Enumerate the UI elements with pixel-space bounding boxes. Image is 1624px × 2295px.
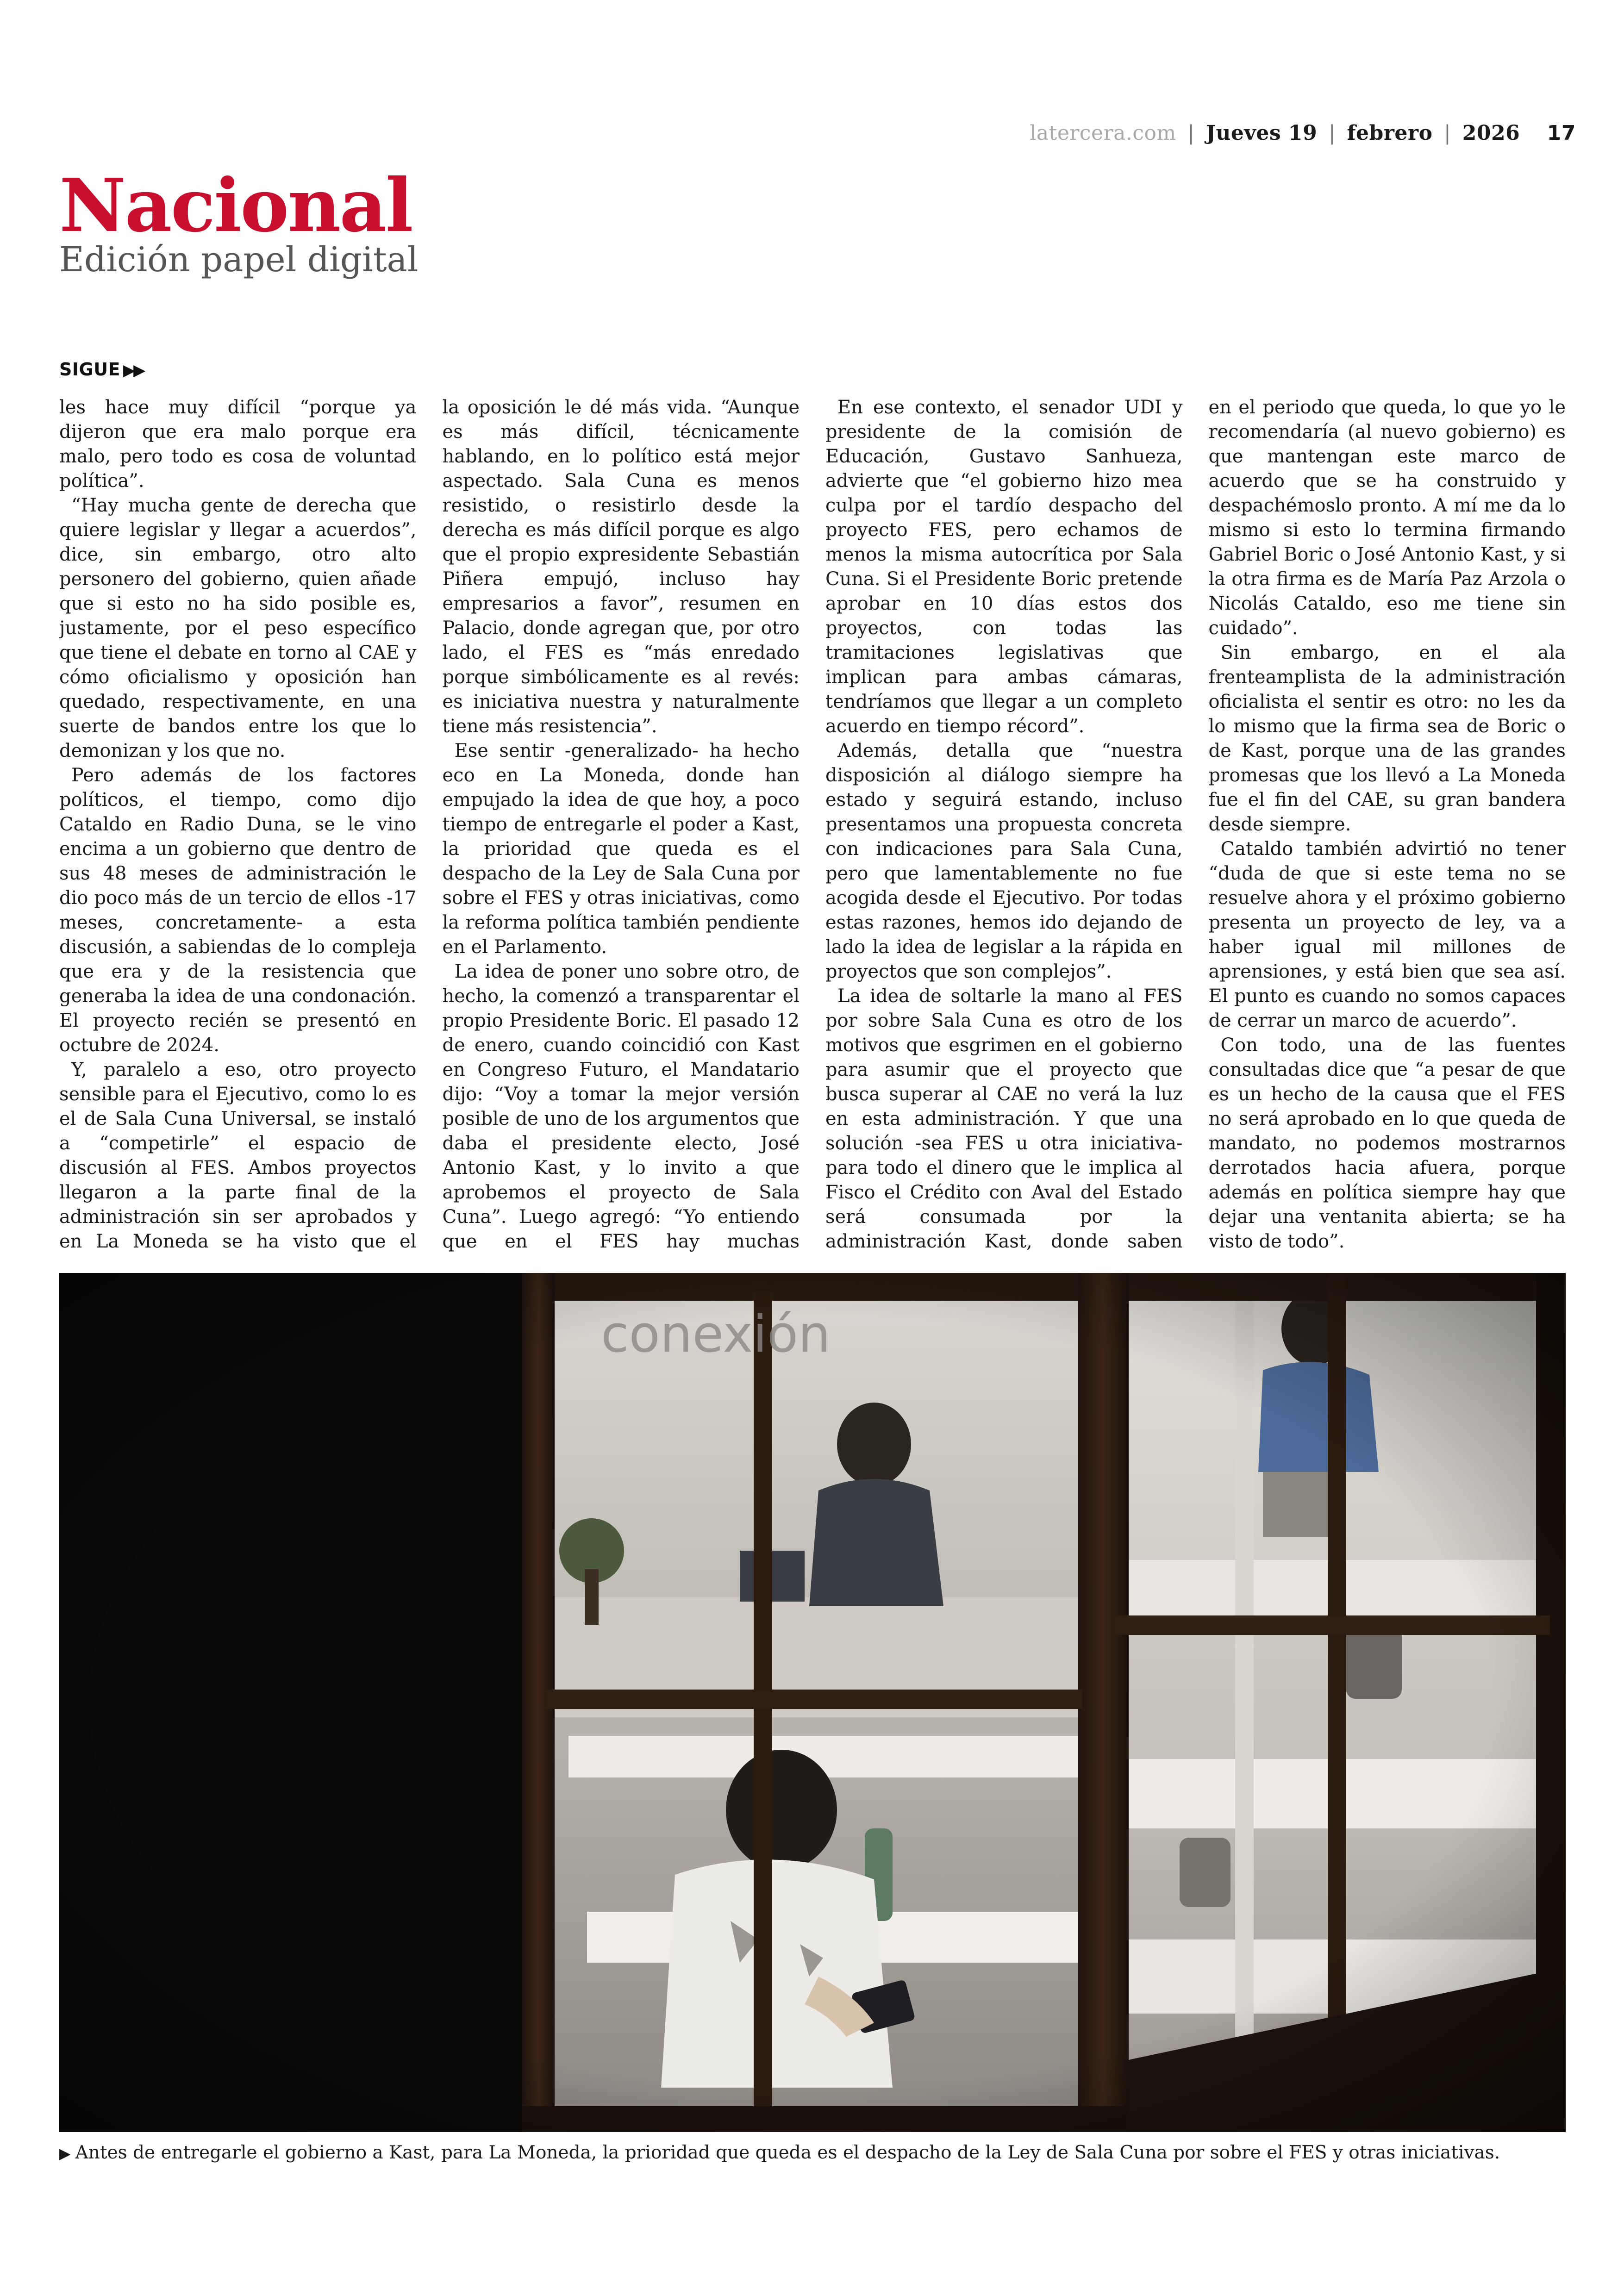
paragraph: Ese sentir -generalizado- ha hecho eco en La Moneda, donde han empujado la idea de que hoy, a poco tiempo de entregarle el poder a Kast, la prioridad que queda es el despacho de la Ley de Sala Cuna por sobre el FES y otras iniciativas, como la reforma política también pendiente en el Parlamento. (442, 740, 800, 958)
continue-label (59, 359, 144, 380)
paragraph: En ese contexto, el senador UDI y presidente de la comisión de Educación, Gustavo Sanhueza, advierte que “el gobierno hizo mea culpa por el tardío despacho del proyecto FES, pero echamos de menos la misma autocrítica por Sala Cuna. Si el Presidente Boric pretende aprobar en 10 días estos dos proyectos, con todas las tramitaciones legislativas que implican para ambas cámaras, tendríamos que llegar a un completo acuerdo en tiempo récord”. (825, 397, 1183, 737)
paragraph: la oposición le dé más vida. “Aunque es más difícil, técnicamente hablando, en lo político está mejor aspectado. Sala Cuna es menos resistido, o resistirlo desde la derecha es más difícil porque es algo que el propio expresidente Sebastián Piñera empujó, incluso hay empresarios a favor”, resumen en Palacio, donde agregan que, por otro lado, el FES es “más enredado porque simbólicamente es al revés: es iniciativa nuestra y naturalmente tiene más resistencia”. (442, 397, 800, 737)
article-column-2 (443, 395, 800, 1252)
paragraph: Sin embargo, en el ala frenteamplista de la administración oficialista el sentir es otro: no les da lo mismo que la firma sea de Boric o de Kast, porque una de las grandes promesas que los llevó a La Moneda fue el fin del CAE, su gran bandera desde siempre. (1208, 642, 1566, 835)
photo-caption (59, 2142, 1566, 2163)
paragraph: Pero además de los factores políticos, el tiempo, como dijo Cataldo en Radio Duna, se le vino encima a un gobierno que dentro de sus 48 meses de administración le dio poco más de un tercio de ellos -17 meses, concretamente- a esta discusión, a sabiendas de lo compleja que era y de la resistencia que generaba la idea de una condonación. El proyecto recién se presentó en octubre de 2024. (59, 765, 417, 1056)
weekday: Jueves 19 (1206, 121, 1318, 145)
double-arrow-icon: ▶▶ (123, 361, 144, 380)
separator: | (1443, 121, 1451, 145)
vignette (59, 1273, 1566, 2132)
paragraph: La idea de soltarle la mano al FES por sobre Sala Cuna es otro de los motivos que esgrimen en el gobierno para asumir que el proyecto que busca superar al CAE no verá la luz en esta administración. Y que una solución -sea FES u otra iniciativa- para todo el dinero que le implica al Fisco el Crédito con Aval del Estado será consumada por la administración Kast, donde saben (825, 985, 1183, 1252)
article-photo (59, 1273, 1566, 2132)
paragraph: Y, paralelo a eso, otro proyecto sensible para el Ejecutivo, como lo es el de Sala Cuna Universal, se instaló a “competirle” el espacio de discusión al FES. Ambos proyectos llegaron a la parte final de la administración sin ser aprobados y en La Moneda se ha visto que el (59, 1059, 417, 1252)
article-column-1 (59, 395, 417, 1252)
continue-text: SIGUE (59, 359, 121, 380)
separator: | (1187, 121, 1195, 145)
caption-text: Antes de entregarle el gobierno a Kast, para La Moneda, la prioridad que queda es el despacho de la Ley de Sala Cuna por sobre el FES y otras iniciativas. (75, 2142, 1500, 2163)
paragraph: La idea de poner uno sobre otro, de hecho, la comenzó a transparentar el propio Presidente Boric. El pasado 12 de enero, cuando coincidió con Kast en Congreso Futuro, el Mandatario dijo: “Voy a tomar la mejor versión posible de uno de los argumentos que daba el presidente electo, José Antonio Kast, y lo invito a que aprobemos el proyecto de Sala Cuna”. Luego agregó: “Yo entiendo que en el FES hay muchas (442, 961, 800, 1252)
section-title: Nacional (59, 163, 412, 249)
article-column-3 (825, 395, 1183, 1252)
paragraph: en el periodo que queda, lo que yo le recomendaría (al nuevo gobierno) es que mantengan este marco de acuerdo que se ha construido y despachémoslo pronto. A mí me da lo mismo si esto lo termina firmando Gabriel Boric o José Antonio Kast, y si la otra firma es de María Paz Arzola o Nicolás Cataldo, eso me tiene sin cuidado”. (1208, 397, 1566, 639)
article-body (59, 395, 1566, 1252)
paragraph: Con todo, una de las fuentes consultadas dice que “a pesar de que es un hecho de la causa que el FES no será aprobado en lo que queda de mandato, no podemos mostrarnos derrotados hacia afuera, porque además en política siempre hay que dejar una ventanita abierta; se ha visto de todo”. (1208, 1035, 1566, 1252)
separator: | (1328, 121, 1336, 145)
photo-illustration (59, 1273, 1566, 2132)
site-name[interactable]: latercera.com (1030, 121, 1176, 145)
page-header (1030, 121, 1576, 145)
paragraph: “Hay mucha gente de derecha que quiere legislar y llegar a acuerdos”, dice, sin embargo, otro alto personero del gobierno, quien añade que si esto no ha sido posible es, justamente, por el peso específico que tiene el debate en torno al CAE y cómo oficialismo y oposición han quedado, respectivamente, en una suerte de bandos entre los que lo demonizan y los que no. (59, 495, 417, 761)
month: febrero (1347, 121, 1433, 145)
caption-marker-icon: ▶ (59, 2145, 71, 2162)
paragraph: Cataldo también advirtió no tener “duda de que si este tema no se resuelve ahora y el próximo gobierno presenta un proyecto de ley, va a haber igual mil millones de aprensiones, y está bien que sea así. El punto es cuando no somos capaces de cerrar un marco de acuerdo”. (1208, 838, 1566, 1031)
year: 2026 (1462, 121, 1520, 145)
paragraph: les hace muy difícil “porque ya dijeron que era malo porque era malo, pero todo es cosa de voluntad política”. (59, 397, 417, 492)
page-number: 17 (1547, 121, 1576, 145)
paragraph: Además, detalla que “nuestra disposición al diálogo siempre ha estado y seguirá estando, incluso presentamos una propuesta concreta con indicaciones para Sala Cuna, pero que lamentablemente no fue acogida desde el Ejecutivo. Por todas estas razones, hemos ido dejando de lado la idea de legislar a la rápida en proyectos que son complejos”. (825, 740, 1183, 982)
article-column-4 (1209, 395, 1566, 1252)
section-subtitle: Edición papel digital (59, 240, 418, 280)
